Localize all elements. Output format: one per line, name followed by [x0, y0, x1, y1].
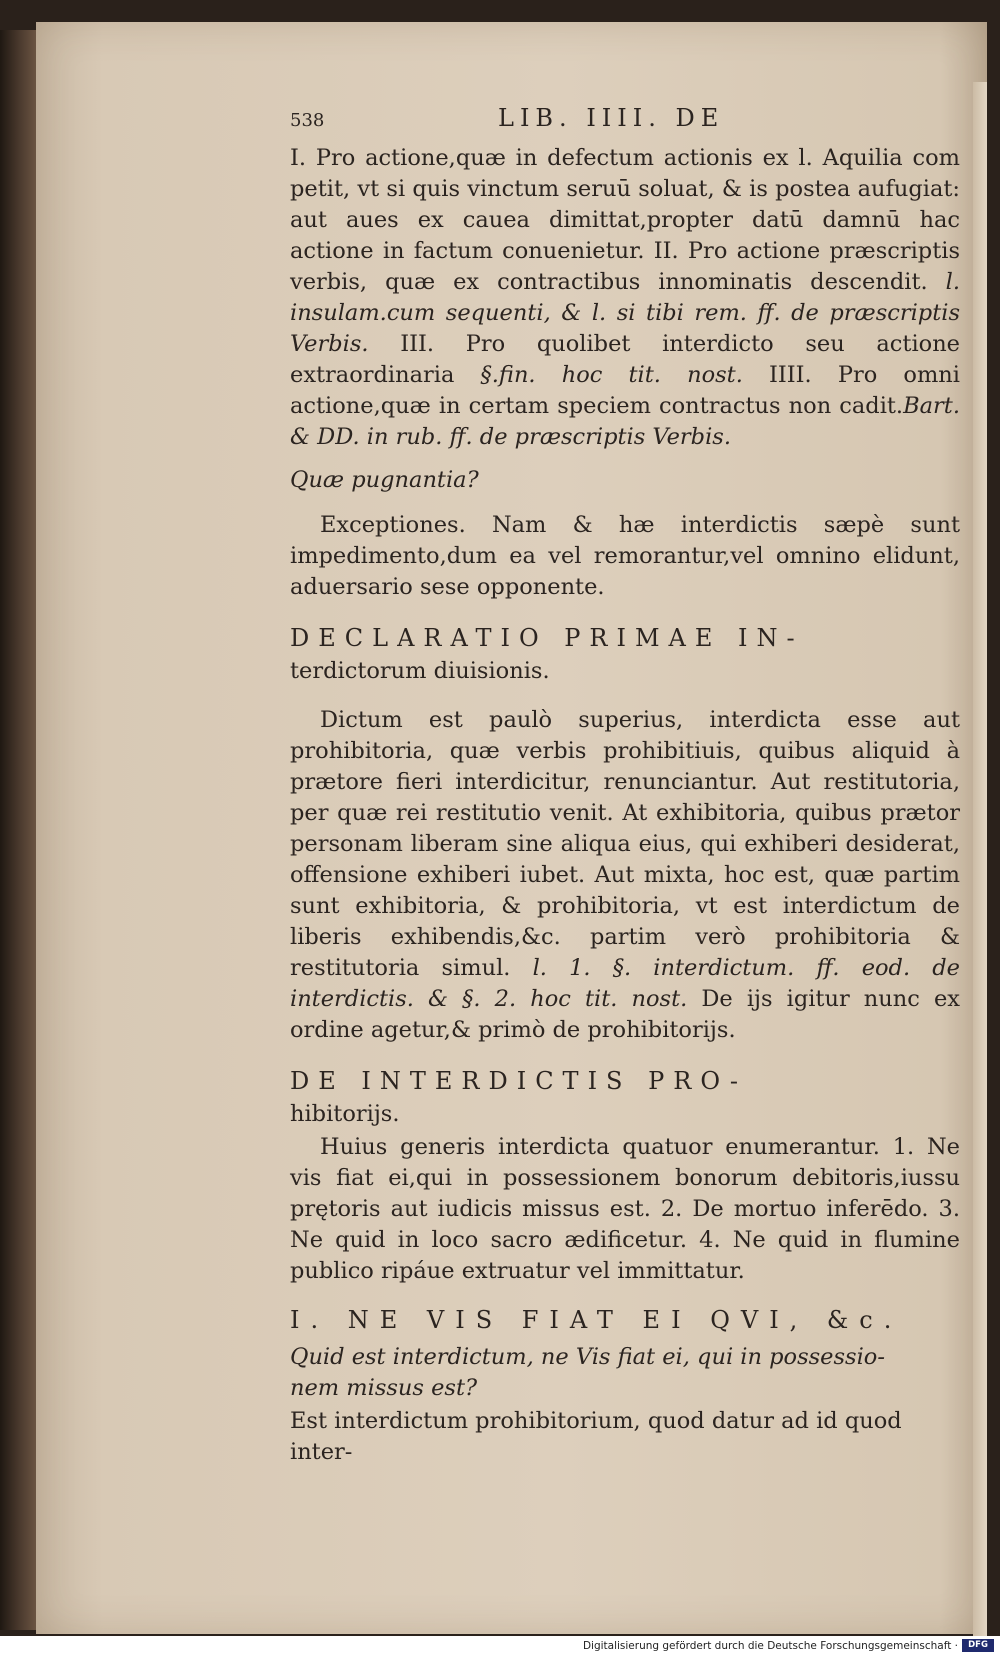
paragraph-text: Dictum est paulò superius, interdicta esse aut prohibitoria, quæ verbis prohibitiuis, quibus aliquid à prætore fieri interdicitur, renunciantur. Aut restitutoria, per quæ rei restitutio venit. At exhibitoria, quibus prætor personam liberam sine aliqua eius, qui exhiberi desiderat, offensione exhiberi iubet. Aut mixta, hoc est, quæ partim sunt exhibitoria, & prohibitoria, vt est interdictum de liberis exhibendis,&c. partim verò prohibitoria & restitutoria simul.: [290, 707, 960, 981]
paragraph-declaratio: [290, 705, 960, 1046]
page-edge: [973, 82, 987, 1642]
running-title: LIB. IIII. DE: [498, 104, 725, 132]
citation: §.fin. hoc tit. nost.: [480, 362, 743, 388]
question-heading: Quid est interdictum, ne Vis fiat ei, qui in possessio-: [290, 1344, 885, 1370]
paragraph-enumeration: Huius generis interdicta quatuor enumerantur. 1. Ne vis fiat ei,qui in possessionem bonorum debitoris,iussu prętoris aut iudicis missus est. 2. De mortuo inferēdo. 3. Ne quid in loco sacro ædificetur. 4. Ne quid in flumine publico ripáue extruatur vel immittatur.: [290, 1134, 960, 1284]
section-heading: DE INTERDICTIS PRO-: [290, 1067, 747, 1095]
citation: l. insulam.cum sequenti, & l. si tibi rem. ff. de præscriptis Verbis.: [290, 269, 960, 357]
question-heading-continued: nem missus est?: [290, 1375, 478, 1401]
citation: l. 1. §. interdictum. ff. eod. de interdictis. & §. 2. hoc tit. nost.: [290, 955, 960, 1012]
paragraph-text: I. Pro actione,quæ in defectum actionis ex l. Aquilia com petit, vt si quis vinctum seruū soluat, & is postea aufugiat: aut aues ex cauea dimittat,propter datū damnū hac actione in factum conuenietur. II. Pro actione præscriptis verbis, quæ ex contractibus innominatis descendit.: [290, 145, 960, 295]
section-heading: DECLARATIO PRIMAE IN-: [290, 624, 804, 652]
paragraph-definition: Est interdictum prohibitorium, quod datur ad id quod: [290, 1408, 902, 1434]
section-heading-continued: terdictorum diuisionis.: [290, 658, 550, 684]
page-text: [290, 103, 960, 1468]
dfg-logo-icon: DFG: [962, 1639, 994, 1652]
paragraph-actions: [290, 143, 960, 453]
folio-number: 538: [290, 110, 325, 131]
paragraph-text: De ijs igitur nunc ex ordine agetur,& primò de prohibitorijs.: [290, 986, 960, 1043]
citation: Bart. & DD. in rub. ff. de præscriptis Verbis.: [290, 393, 960, 450]
catchword: inter-: [290, 1439, 353, 1465]
question-heading: Quæ pugnantia?: [290, 467, 479, 493]
footer-credit: Digitalisierung gefördert durch die Deutsche Forschungsgemeinschaft ·: [582, 1640, 958, 1652]
paragraph-exceptions: Exceptiones. Nam & hæ interdictis sæpè sunt impedimento,dum ea vel remorantur,vel omnino elidunt, aduersario sese opponente.: [290, 512, 960, 600]
section-heading-continued: hibitorijs.: [290, 1101, 400, 1127]
page-header: [290, 103, 960, 143]
footer-bar: [0, 1636, 1000, 1656]
subsection-heading: I. NE VIS FIAT EI QVI, &c.: [290, 1306, 903, 1334]
paragraph-text: IIII. Pro omni actione,quæ in certam speciem contractus non cadit.: [290, 362, 960, 419]
paragraph-text: III. Pro quolibet interdicto seu actione extraordinaria: [290, 331, 960, 388]
book-binding: [0, 30, 36, 1630]
